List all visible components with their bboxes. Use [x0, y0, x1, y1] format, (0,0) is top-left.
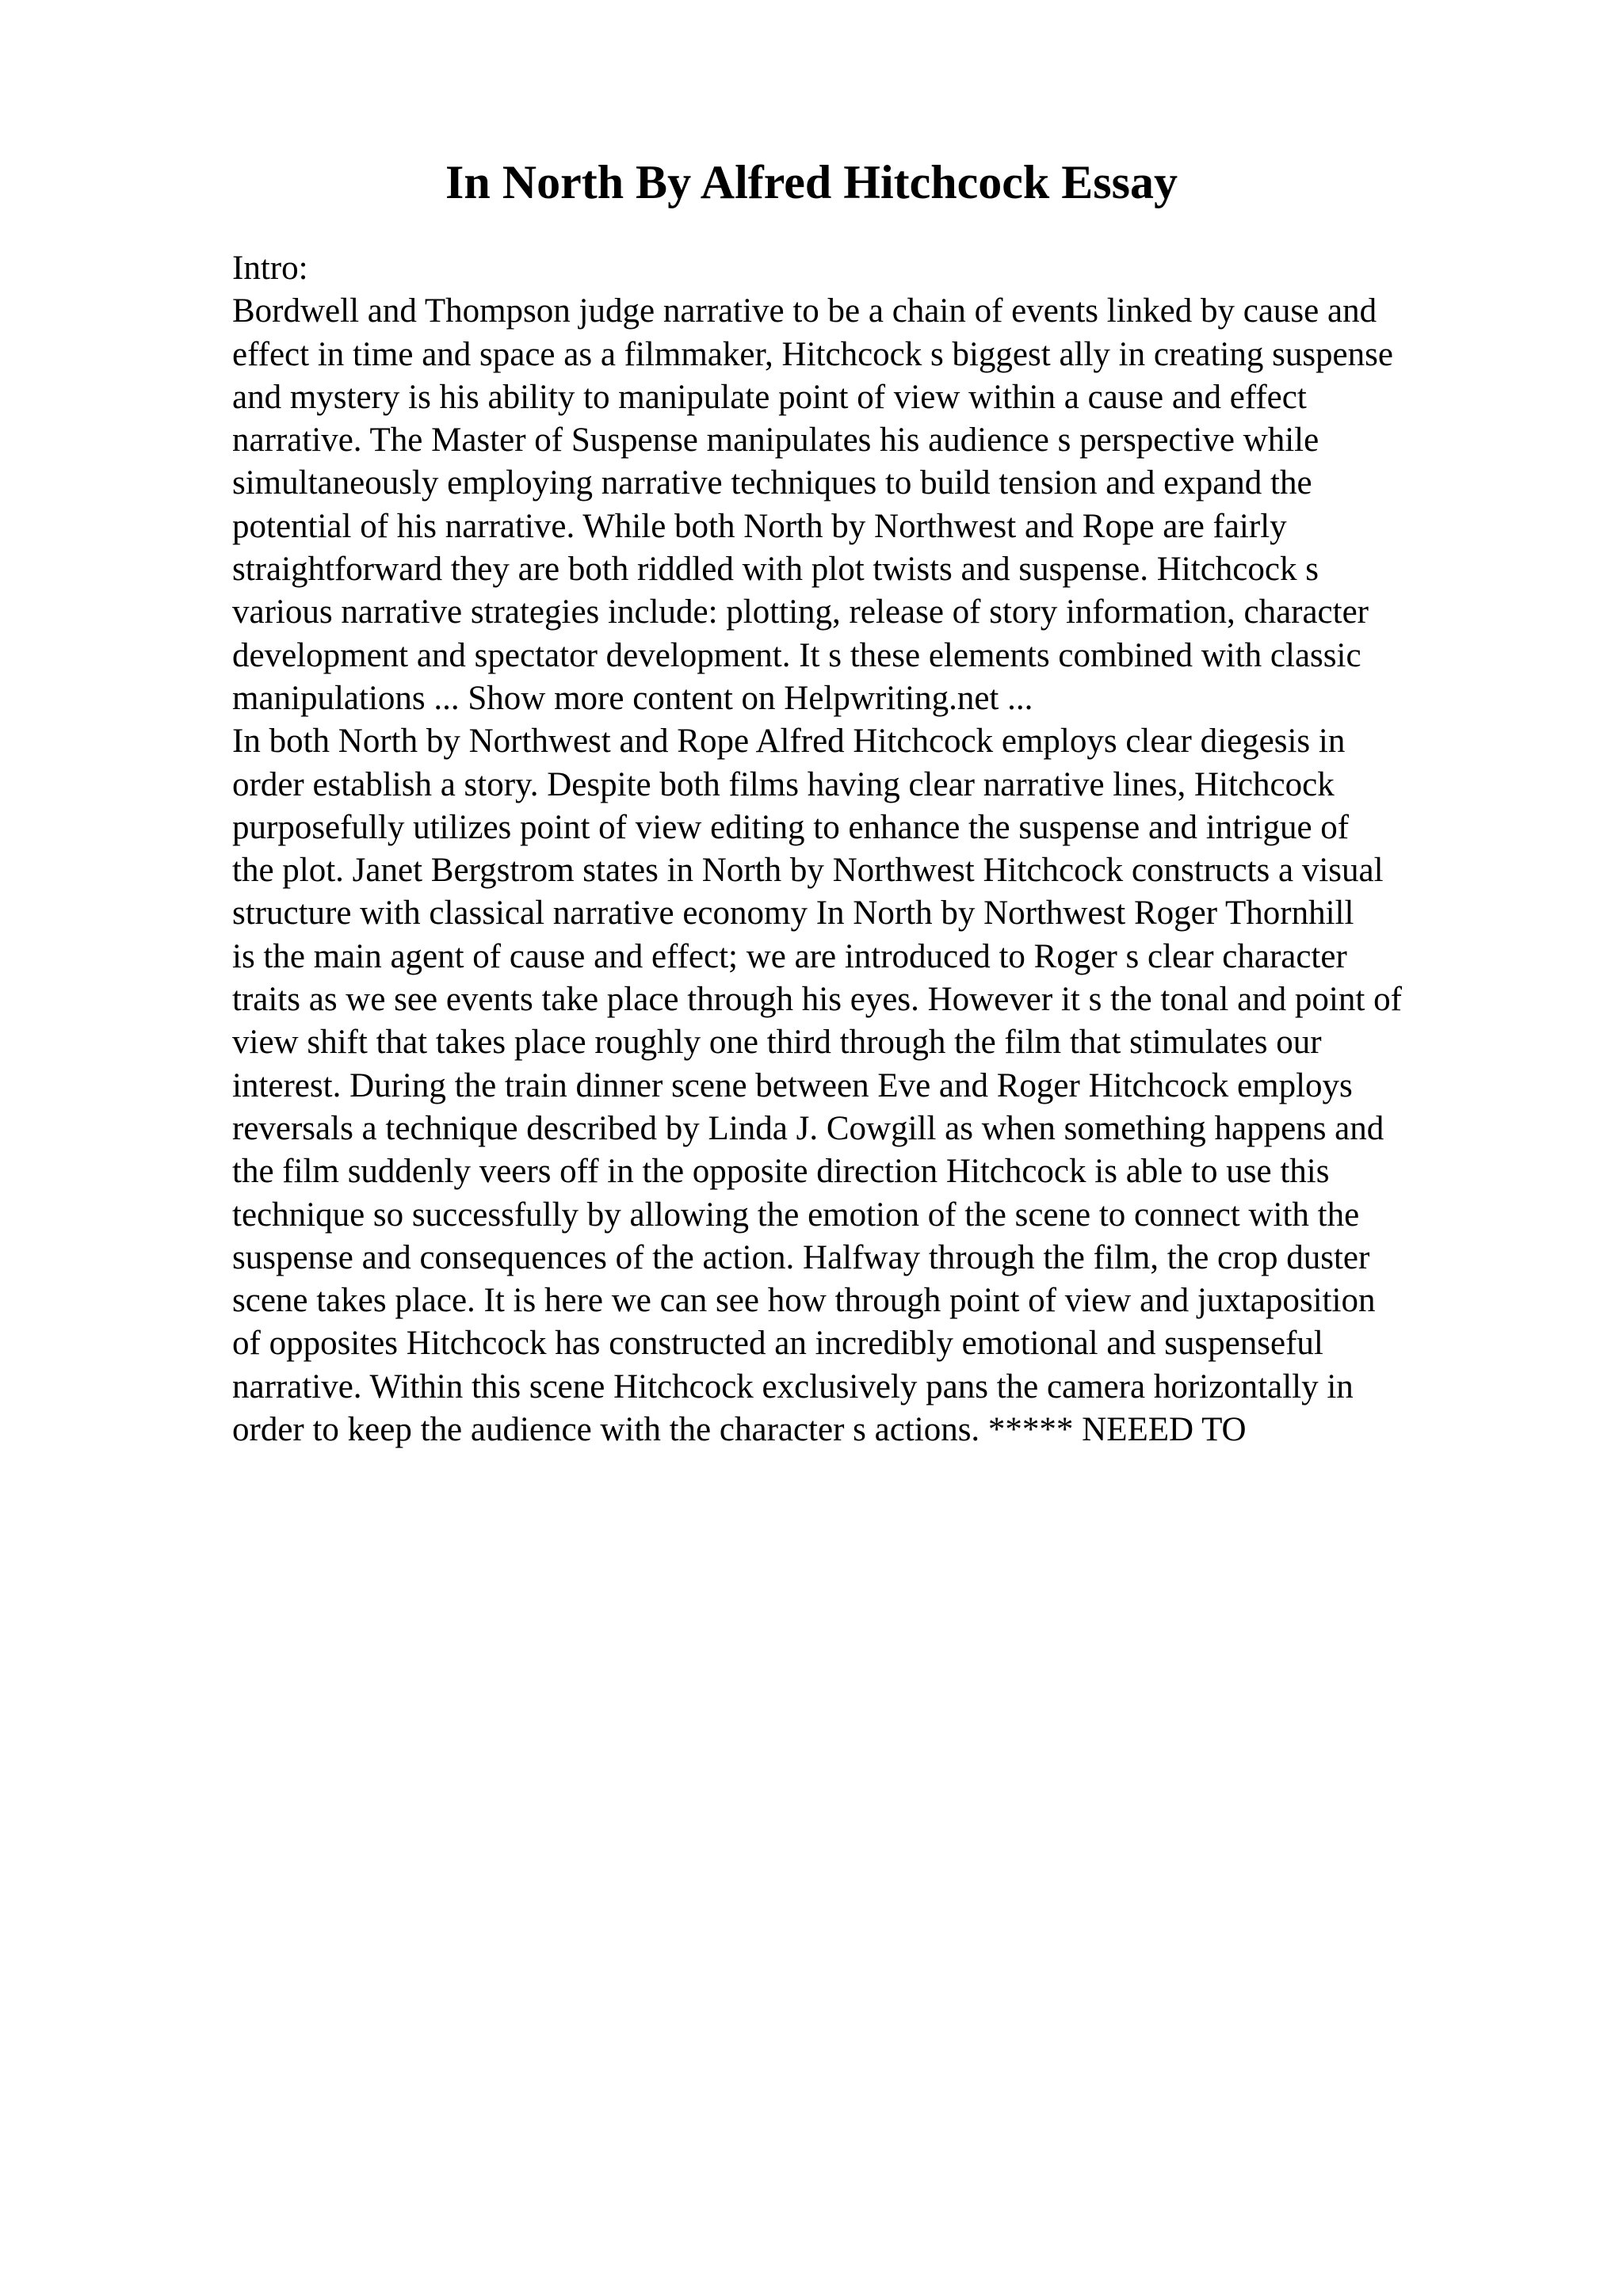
text-line: view shift that takes place roughly one third through the film that stimulates our	[232, 1024, 1322, 1062]
text-line: potential of his narrative. While both North by Northwest and Rope are fairly	[232, 507, 1287, 545]
text-line: Intro:	[232, 250, 308, 287]
text-line: interest. During the train dinner scene between Eve and Roger Hitchcock employs	[232, 1066, 1353, 1104]
text-line: reversals a technique described by Linda J. Cowgill as when something happens and	[232, 1109, 1384, 1147]
text-line: scene takes place. It is here we can see how through point of view and juxtaposition	[232, 1282, 1376, 1320]
text-line: traits as we see events take place through his eyes. However it s the tonal and point of	[232, 981, 1402, 1019]
document-title: In North By Alfred Hitchcock Essay	[445, 156, 1178, 208]
document-body	[232, 247, 1516, 1451]
text-line: purposefully utilizes point of view editing to enhance the suspense and intrigue of	[232, 808, 1350, 846]
text-line: order establish a story. Despite both films having clear narrative lines, Hitchcock	[232, 765, 1335, 803]
text-line: order to keep the audience with the character s actions. ***** NEEED TO	[232, 1411, 1247, 1449]
text-line: various narrative strategies include: plotting, release of story information, character	[232, 593, 1369, 631]
text-line: narrative. Within this scene Hitchcock exclusively pans the camera horizontally in	[232, 1367, 1354, 1405]
text-line: the plot. Janet Bergstrom states in North by Northwest Hitchcock constructs a visual	[232, 852, 1384, 890]
text-line: technique so successfully by allowing the emotion of the scene to connect with the	[232, 1196, 1360, 1234]
text-line: is the main agent of cause and effect; we are introduced to Roger s clear character	[232, 937, 1347, 975]
text-line: the film suddenly veers off in the opposite direction Hitchcock is able to use this	[232, 1153, 1330, 1191]
text-line: straightforward they are both riddled with plot twists and suspense. Hitchcock s	[232, 551, 1319, 589]
text-line: effect in time and space as a filmmaker, Hitchcock s biggest ally in creating suspense	[232, 335, 1393, 373]
text-line: narrative. The Master of Suspense manipulates his audience s perspective while	[232, 421, 1319, 460]
text-line: In both North by Northwest and Rope Alfred Hitchcock employs clear diegesis in	[232, 723, 1346, 761]
text-line: manipulations ... Show more content on Helpwriting.net ...	[232, 679, 1033, 717]
text-line: and mystery is his ability to manipulate point of view within a cause and effect	[232, 378, 1307, 416]
text-line: structure with classical narrative economy In North by Northwest Roger Thornhill	[232, 894, 1354, 933]
text-line: suspense and consequences of the action. Halfway through the film, the crop duster	[232, 1238, 1370, 1276]
text-line: Bordwell and Thompson judge narrative to be a chain of events linked by cause and	[232, 292, 1377, 330]
text-line: of opposites Hitchcock has constructed an incredibly emotional and suspenseful	[232, 1325, 1323, 1363]
text-line: development and spectator development. It s these elements combined with classic	[232, 636, 1361, 674]
text-line: simultaneously employing narrative techniques to build tension and expand the	[232, 464, 1312, 502]
